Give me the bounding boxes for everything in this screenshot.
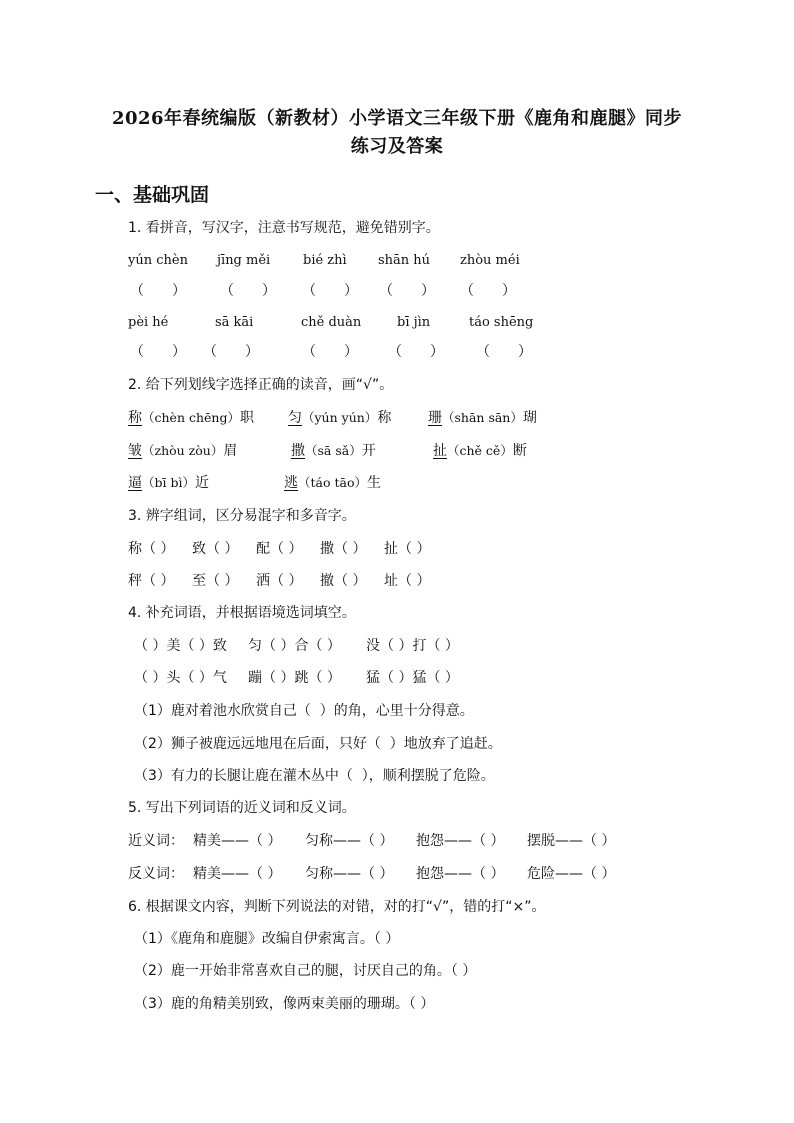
pinyin: jīng měi bbox=[217, 253, 271, 268]
true-false-statement[interactable]: （3）鹿的角精美别致，像两束美丽的珊瑚。（ ） bbox=[134, 996, 435, 1012]
synonym-blank[interactable]: 匀称——（ ） bbox=[305, 833, 394, 849]
question-6-prompt: 6. 根据课文内容，判断下列说法的对错，对的打“√”，错的打“×”。 bbox=[128, 899, 546, 915]
answer-blank[interactable]: （ ） bbox=[302, 344, 358, 360]
question-3-prompt: 3. 辨字组词，区分易混字和多音字。 bbox=[128, 508, 356, 524]
word-group-blank[interactable]: 扯（ ） bbox=[384, 541, 431, 557]
true-false-statement[interactable]: （1）《鹿角和鹿腿》改编自伊索寓言。（ ） bbox=[134, 931, 400, 947]
question-4-prompt: 4. 补充词语，并根据语境选词填空。 bbox=[128, 605, 356, 621]
pinyin: bié zhì bbox=[303, 253, 347, 268]
idiom-blank[interactable]: 猛（ ）猛（ ） bbox=[366, 670, 459, 686]
word-rest: 近 bbox=[194, 475, 209, 491]
underlined-character: 逼 bbox=[128, 475, 142, 491]
synonym-blank[interactable]: 精美——（ ） bbox=[193, 833, 282, 849]
pinyin: táo shēng bbox=[469, 315, 534, 330]
idiom-blank[interactable]: 蹦（ ）跳（ ） bbox=[248, 670, 341, 686]
reading-choice[interactable] bbox=[288, 409, 391, 427]
synonym-blank[interactable]: 抱怨——（ ） bbox=[416, 833, 505, 849]
pinyin: sā kāi bbox=[215, 315, 254, 330]
pinyin: yún chèn bbox=[128, 253, 188, 268]
word-group-blank[interactable]: 称（ ） bbox=[128, 541, 175, 557]
word-group-blank[interactable]: 配（ ） bbox=[256, 541, 303, 557]
pinyin: pèi hé bbox=[128, 315, 169, 330]
underlined-character: 逃 bbox=[284, 475, 298, 491]
antonym-blank[interactable]: 抱怨——（ ） bbox=[416, 866, 505, 882]
reading-choice[interactable] bbox=[428, 409, 537, 427]
pinyin: shān hú bbox=[378, 253, 431, 268]
reading-choice[interactable] bbox=[433, 442, 527, 460]
fill-sentence[interactable]: （2）狮子被鹿远远地甩在后面，只好（ ）地放弃了追赶。 bbox=[134, 736, 502, 752]
idiom-blank[interactable]: 匀（ ）合（ ） bbox=[248, 638, 341, 654]
word-rest: 瑚 bbox=[522, 410, 537, 426]
question-2-prompt: 2. 给下列划线字选择正确的读音，画“√”。 bbox=[128, 377, 394, 393]
word-rest: 称 bbox=[377, 410, 392, 426]
word-group-blank[interactable]: 撤（ ） bbox=[320, 573, 367, 589]
reading-choice[interactable] bbox=[291, 442, 376, 460]
idiom-blank[interactable]: （ ）美（ ）致 bbox=[134, 638, 227, 654]
answer-blank[interactable]: （ ） bbox=[130, 283, 186, 299]
answer-blank[interactable]: （ ） bbox=[379, 283, 435, 299]
fill-sentence[interactable]: （3）有力的长腿让鹿在灌木丛中（ ），顺利摆脱了危险。 bbox=[134, 768, 495, 784]
reading-choice[interactable] bbox=[128, 474, 209, 492]
reading-choice[interactable] bbox=[284, 474, 381, 492]
reading-choice[interactable] bbox=[128, 409, 254, 427]
word-group-blank[interactable]: 撒（ ） bbox=[320, 541, 367, 557]
word-group-blank[interactable]: 致（ ） bbox=[192, 541, 239, 557]
answer-blank[interactable]: （ ） bbox=[130, 344, 186, 360]
question-1-prompt: 1. 看拼音，写汉字，注意书写规范，避免错别字。 bbox=[128, 220, 440, 236]
word-rest: 职 bbox=[239, 410, 254, 426]
word-rest: 眉 bbox=[223, 443, 238, 459]
underlined-character: 扯 bbox=[433, 443, 447, 459]
idiom-blank[interactable]: 没（ ）打（ ） bbox=[366, 638, 459, 654]
underlined-character: 称 bbox=[128, 410, 142, 426]
underlined-character: 匀 bbox=[288, 410, 302, 426]
reading-options: （bī bì） bbox=[142, 475, 195, 490]
reading-options: （yún yún） bbox=[302, 410, 378, 425]
reading-options: （táo tāo） bbox=[298, 475, 367, 490]
fill-sentence[interactable]: （1）鹿对着池水欣赏自己（ ）的角，心里十分得意。 bbox=[134, 703, 474, 719]
page-title-line-2: 练习及答案 bbox=[350, 136, 444, 157]
pinyin: bī jìn bbox=[397, 315, 431, 330]
word-group-blank[interactable]: 洒（ ） bbox=[256, 573, 303, 589]
section-heading: 一、基础巩固 bbox=[95, 184, 210, 206]
answer-blank[interactable]: （ ） bbox=[476, 344, 532, 360]
pinyin: zhòu méi bbox=[460, 253, 520, 268]
word-group-blank[interactable]: 至（ ） bbox=[192, 573, 239, 589]
underlined-character: 皱 bbox=[128, 443, 142, 459]
antonym-blank[interactable]: 危险——（ ） bbox=[527, 866, 616, 882]
word-rest: 生 bbox=[366, 475, 381, 491]
antonym-blank[interactable]: 匀称——（ ） bbox=[305, 866, 394, 882]
word-group-blank[interactable]: 址（ ） bbox=[384, 573, 431, 589]
word-rest: 开 bbox=[361, 443, 376, 459]
answer-blank[interactable]: （ ） bbox=[388, 344, 444, 360]
synonym-blank[interactable]: 摆脱——（ ） bbox=[527, 833, 616, 849]
pinyin: chě duàn bbox=[301, 315, 362, 330]
question-5-prompt: 5. 写出下列词语的近义词和反义词。 bbox=[128, 800, 356, 816]
answer-blank[interactable]: （ ） bbox=[203, 344, 259, 360]
underlined-character: 珊 bbox=[428, 410, 442, 426]
antonym-label: 反义词： bbox=[128, 866, 184, 882]
page-title-line-1: 2026年春统编版（新教材）小学语文三年级下册《鹿角和鹿腿》同步 bbox=[111, 108, 683, 129]
reading-options: （sā sǎ） bbox=[305, 443, 362, 458]
synonym-label: 近义词： bbox=[128, 833, 184, 849]
reading-choice[interactable] bbox=[128, 442, 237, 460]
reading-options: （zhòu zòu） bbox=[142, 443, 224, 458]
reading-options: （chě cě） bbox=[447, 443, 513, 458]
word-rest: 断 bbox=[512, 443, 527, 459]
antonym-blank[interactable]: 精美——（ ） bbox=[193, 866, 282, 882]
answer-blank[interactable]: （ ） bbox=[220, 283, 276, 299]
underlined-character: 撒 bbox=[291, 443, 305, 459]
idiom-blank[interactable]: （ ）头（ ）气 bbox=[134, 670, 227, 686]
word-group-blank[interactable]: 秤（ ） bbox=[128, 573, 175, 589]
reading-options: （shān sān） bbox=[442, 410, 523, 425]
answer-blank[interactable]: （ ） bbox=[460, 283, 516, 299]
true-false-statement[interactable]: （2）鹿一开始非常喜欢自己的腿，讨厌自己的角。（ ） bbox=[134, 963, 477, 979]
answer-blank[interactable]: （ ） bbox=[302, 283, 358, 299]
reading-options: （chèn chēng） bbox=[142, 410, 240, 425]
